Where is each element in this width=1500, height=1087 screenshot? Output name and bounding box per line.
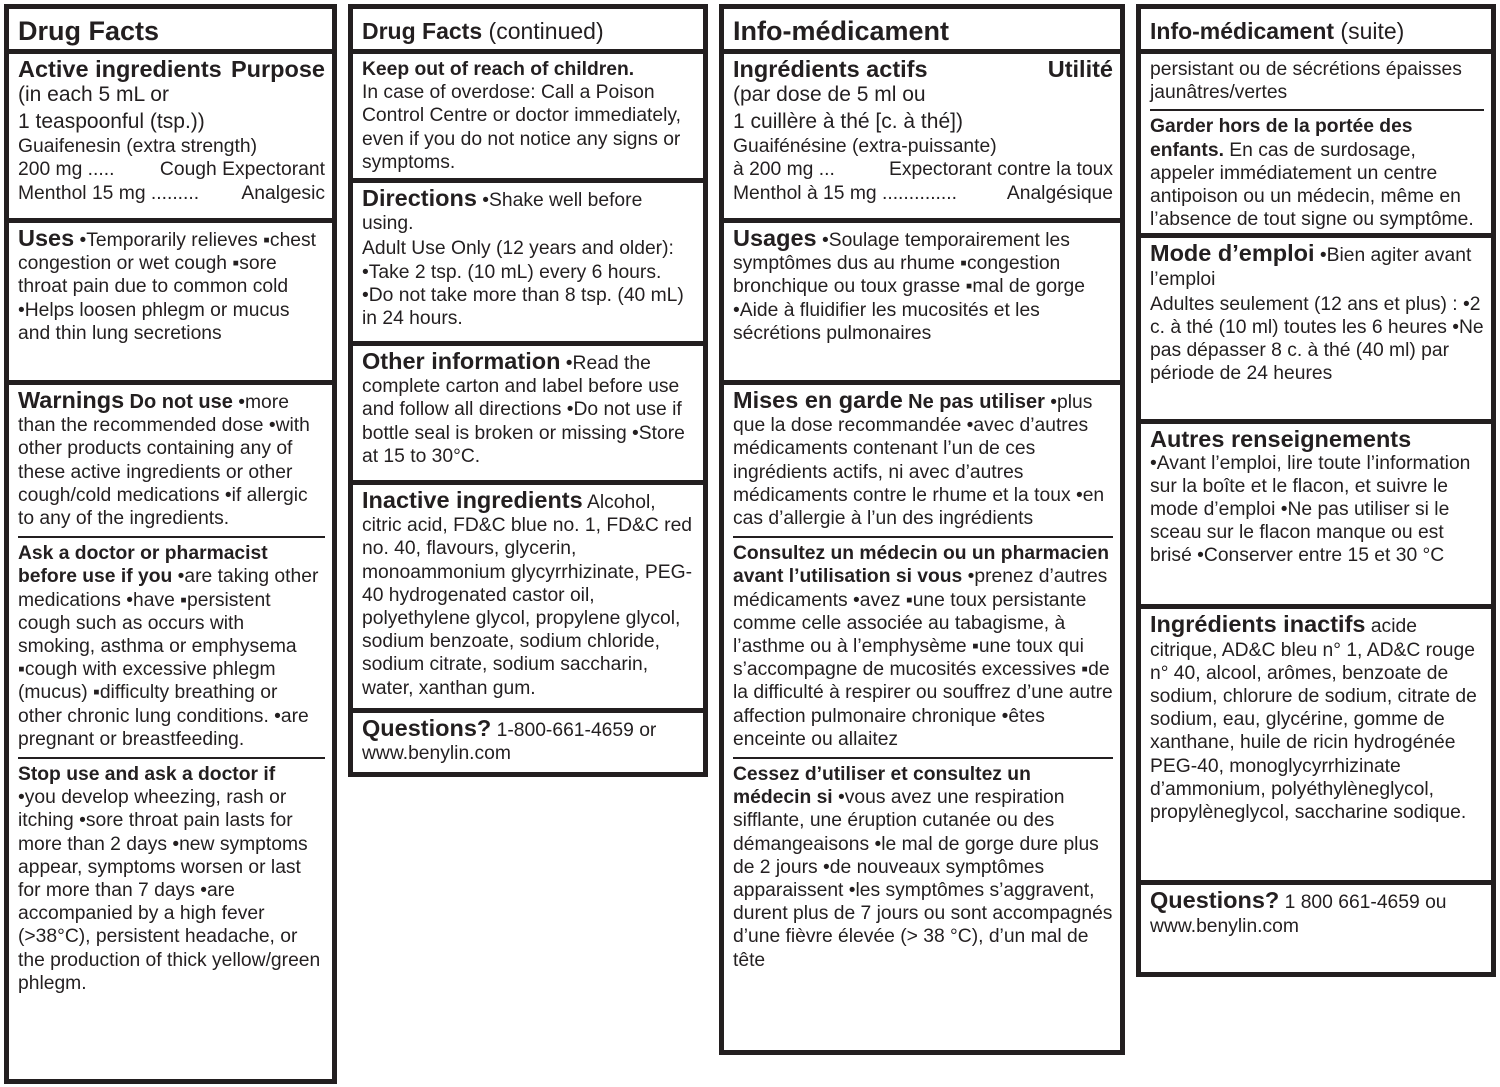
info-medicament-suite-panel [1136, 4, 1496, 977]
panel-title [353, 9, 703, 54]
keep-out-section [353, 54, 703, 183]
panel-title: Drug Facts [9, 9, 332, 54]
questions-section [1141, 885, 1491, 942]
directions-heading: Directions [362, 185, 477, 211]
ask-doctor-heading: Ask a doctor or pharmacist before use if you [18, 543, 268, 588]
inactive-ingredients-heading: Ingrédients inactifs [1150, 611, 1366, 638]
questions-heading: Questions? [362, 715, 492, 741]
other-information-text: •Avant l’emploi, lire toute l’information sur la boîte et le flacon, et suivre le mode d’emploi •Ne pas utiliser si le sceau sur le flacon manque ou est brisé •Conserver entre 15 et 30 °C [1150, 452, 1471, 567]
active-ingredients-heading: Ingrédients actifs [733, 56, 928, 82]
active-ingredients-heading: Active ingredients [18, 56, 222, 82]
continued-label: (continued) [482, 18, 604, 44]
stop-use-continued-text: persistant ou de sécrétions épaisses jaunâtres/vertes [1150, 59, 1462, 104]
purpose-heading: Utilité [1047, 56, 1113, 82]
ingredient-purpose: Analgesic [241, 182, 325, 204]
warnings-section [724, 385, 1120, 977]
warnings-heading: Warnings [18, 387, 125, 413]
stop-use-text: •you develop wheezing, rash or itching •sore throat pain lasts for more than 2 days •new symptoms appear, symptoms worsen or last for more than 7 days •are accompanied by a high fever (>38°C), persistent headache, or the production of thick yellow/green phlegm. [18, 787, 321, 994]
uses-text: •Temporarily relieves ▪chest congestion or wet cough ▪sore throat pain due to common cold •Helps loosen phlegm or mucus and thin lung secretions [18, 230, 317, 344]
ask-doctor-text: •are taking other medications •have ▪persistent cough such as occurs with smoking, asthma or emphysema ▪cough with excessive phlegm (mucus) ▪difficulty breathing or other chronic lung conditions. •are pregnant or breastfeeding. [18, 566, 319, 750]
ingredient-amount: 200 mg ..... [18, 159, 115, 181]
stop-use-text: •vous avez une respiration sifflante, une éruption cutanée ou des démangeaisons •le mal de gorge dure plus de 2 jours •de nouveaux symptômes apparaissent •les symptômes s’aggravent, durent plus de 7 jours ou sont accompagnés d’une fièvre élevée (> 38 °C), d’un mal de tête [733, 787, 1113, 971]
keep-out-heading: Keep out of reach of children. [362, 59, 635, 80]
do-not-use-heading: Do not use [129, 391, 233, 413]
questions-text: 1 800 661-4659 ou www.benylin.com [1150, 892, 1447, 937]
continued-text-section [1141, 54, 1491, 233]
ask-doctor-text: •prenez d’autres médicaments •avez ▪une toux persistante comme celle associée au tabagisme, à l’asthme ou à l’emphysème ▪une toux qui s’accompagne de mucosités excessives ▪de la difficulté à respirer ou souffrez d’une autre affection pulmonaire chronique •êtes enceinte ou allaitez [733, 566, 1113, 750]
other-information-section [353, 346, 703, 485]
stop-use-heading: Cessez d’utiliser et consultez un médecin si [733, 764, 1031, 809]
dose-line: (par dose de 5 ml ou [733, 83, 926, 107]
uses-heading: Usages [733, 225, 817, 251]
ingredient-name: Guaifénésine (extra-puissante) [733, 136, 997, 158]
panel-title-text: Drug Facts [362, 18, 483, 44]
directions-heading: Mode d’emploi [1150, 240, 1315, 267]
dose-line: 1 teaspoonful (tsp.)) [18, 110, 205, 134]
directions-detail: Adultes seulement (12 ans et plus) : •2 c. à thé (10 ml) toutes les 6 heures •Ne pas dépasser 8 c. à thé (40 ml) par période de 24 heures [1150, 293, 1484, 385]
uses-section [9, 223, 332, 385]
ingredient-purpose: Cough Expectorant [159, 159, 325, 181]
panel-title: Info-médicament [724, 9, 1120, 54]
dose-line: (in each 5 mL or [18, 83, 169, 107]
ingredient-name: Guaifenesin (extra strength) [18, 136, 257, 158]
questions-text: 1-800-661-4659 or www.benylin.com [362, 720, 657, 765]
uses-heading: Uses [18, 225, 75, 251]
do-not-use-text: •plus que la dose recommandée •avec d’autres médicaments contenant l’un de ces ingrédients actifs, ni avec d’autres médicaments contre le rhume et la toux •en cas d’allergie à l’un des ingrédients [733, 392, 1105, 530]
panel-title-text: Info-médicament [1150, 18, 1335, 44]
ingredient-purpose: Analgésique [1006, 182, 1113, 204]
drug-facts-panel [4, 4, 337, 1084]
keep-out-text: En cas de surdosage, appeler immédiatement un centre antipoison ou un médecin, même en l’absence de tout signe ou symptôme. [1150, 139, 1474, 231]
inactive-ingredients-text: Alcohol, citric acid, FD&C blue no. 1, FD&C red no. 40, flavours, glycerin, monoammonium glycyrrhizinate, PEG-40 hydrogenated castor oil, polyethylene glycol, propylene glycol, sodium benzoate, sodium chloride, sodium citrate, sodium saccharin, water, xanthan gum. [362, 492, 693, 699]
directions-text: •Shake well before using. [362, 190, 643, 235]
ingredient-amount: Menthol 15 mg ......... [18, 182, 200, 204]
other-information-text: •Read the complete carton and label before use and follow all directions •Do not use if bottle seal is broken or missing •Store at 15 to 30°C. [362, 353, 685, 467]
panel-title [1141, 9, 1491, 54]
ingredient-amount: à 200 mg ... [733, 159, 835, 181]
inactive-ingredients-section [353, 485, 703, 713]
inactive-ingredients-text: acide citrique, AD&C bleu n° 1, AD&C rouge n° 40, alcool, arômes, benzoate de sodium, chlorure de sodium, citrate de sodium, eau, glycérine, gomme de xanthane, huile de ricin hydrogénée PEG-40, monoglycyrrhizinate d’ammonium, polyéthylèneglycol, propylèneglycol, saccharine sodique. [1150, 616, 1477, 824]
other-information-section [1141, 424, 1491, 609]
keep-out-heading: Garder hors de la portée des enfants. [1150, 116, 1413, 161]
directions-text: •Bien agiter avant l’emploi [1150, 245, 1472, 290]
purpose-heading: Purpose [230, 56, 325, 82]
info-medicament-panel [719, 4, 1125, 1055]
other-information-heading: Autres renseignements [1150, 426, 1412, 453]
warnings-heading: Mises en garde [733, 387, 903, 413]
directions-section [1141, 238, 1491, 424]
ingredient-purpose: Expectorant contre la toux [888, 159, 1113, 181]
do-not-use-text: •more than the recommended dose •with other products containing any of these active ingredients or other cough/cold medications •if allergic to any of the ingredients. [18, 392, 310, 530]
dose-line: 1 cuillère à thé [c. à thé]) [733, 110, 963, 134]
drug-facts-continued-panel [348, 4, 708, 777]
active-ingredients-section [9, 54, 332, 223]
inactive-ingredients-heading: Inactive ingredients [362, 487, 583, 513]
other-information-heading: Other information [362, 348, 561, 374]
ingredient-amount: Menthol à 15 mg .............. [733, 182, 957, 204]
do-not-use-heading: Ne pas utiliser [908, 391, 1045, 413]
keep-out-text: In case of overdose: Call a Poison Control Centre or doctor immediately, even if you do not notice any signs or symptoms. [362, 82, 681, 173]
inactive-ingredients-section [1141, 609, 1491, 885]
stop-use-heading: Stop use and ask a doctor if [18, 764, 276, 786]
warnings-section [9, 385, 332, 1000]
questions-section [353, 713, 703, 770]
directions-detail: Adult Use Only (12 years and older): •Take 2 tsp. (10 mL) every 6 hours. •Do not take more than 8 tsp. (40 mL) in 24 hours. [362, 238, 684, 330]
active-ingredients-section [724, 54, 1120, 223]
uses-section [724, 223, 1120, 385]
directions-section [353, 183, 703, 346]
ask-doctor-heading: Consultez un médecin ou un pharmacien avant l’utilisation si vous [733, 543, 1110, 588]
uses-text: •Soulage temporairement les symptômes dus au rhume ▪congestion bronchique ou toux grasse ▪mal de gorge •Aide à fluidifier les mucosités et les sécrétions pulmonaires [733, 230, 1085, 344]
questions-heading: Questions? [1150, 887, 1280, 914]
continued-label: (suite) [1334, 18, 1405, 44]
